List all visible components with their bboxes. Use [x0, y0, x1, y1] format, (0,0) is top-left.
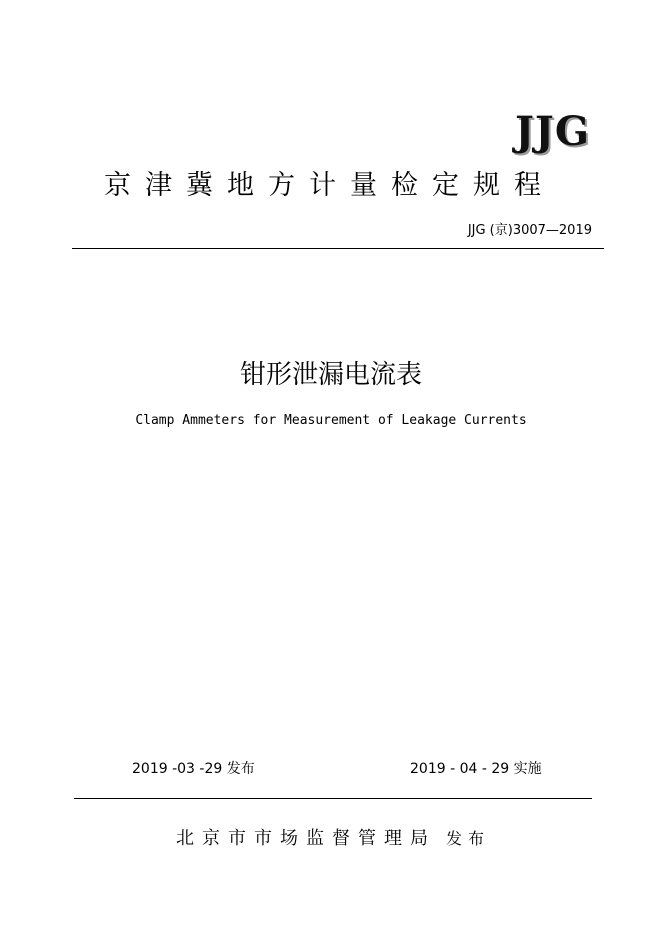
jjg-logo: JJG — [514, 108, 590, 155]
top-divider — [72, 248, 604, 249]
publisher-verb: 发布 — [446, 829, 491, 848]
bottom-divider — [74, 798, 592, 799]
regulation-category-title: 京津冀地方计量检定规程 — [104, 170, 555, 201]
standard-code: JJG (京)3007—2019 — [467, 223, 592, 238]
publisher-name: 北京市市场监督管理局 — [176, 828, 436, 849]
implementation-date: 2019 - 04 - 29 实施 — [410, 761, 542, 777]
document-title-zh: 钳形泄漏电流表 — [239, 360, 422, 390]
issue-date: 2019 -03 -29 发布 — [132, 761, 255, 777]
document-title-en: Clamp Ammeters for Measurement of Leakage Currents — [135, 413, 527, 428]
publisher-line — [176, 830, 490, 848]
